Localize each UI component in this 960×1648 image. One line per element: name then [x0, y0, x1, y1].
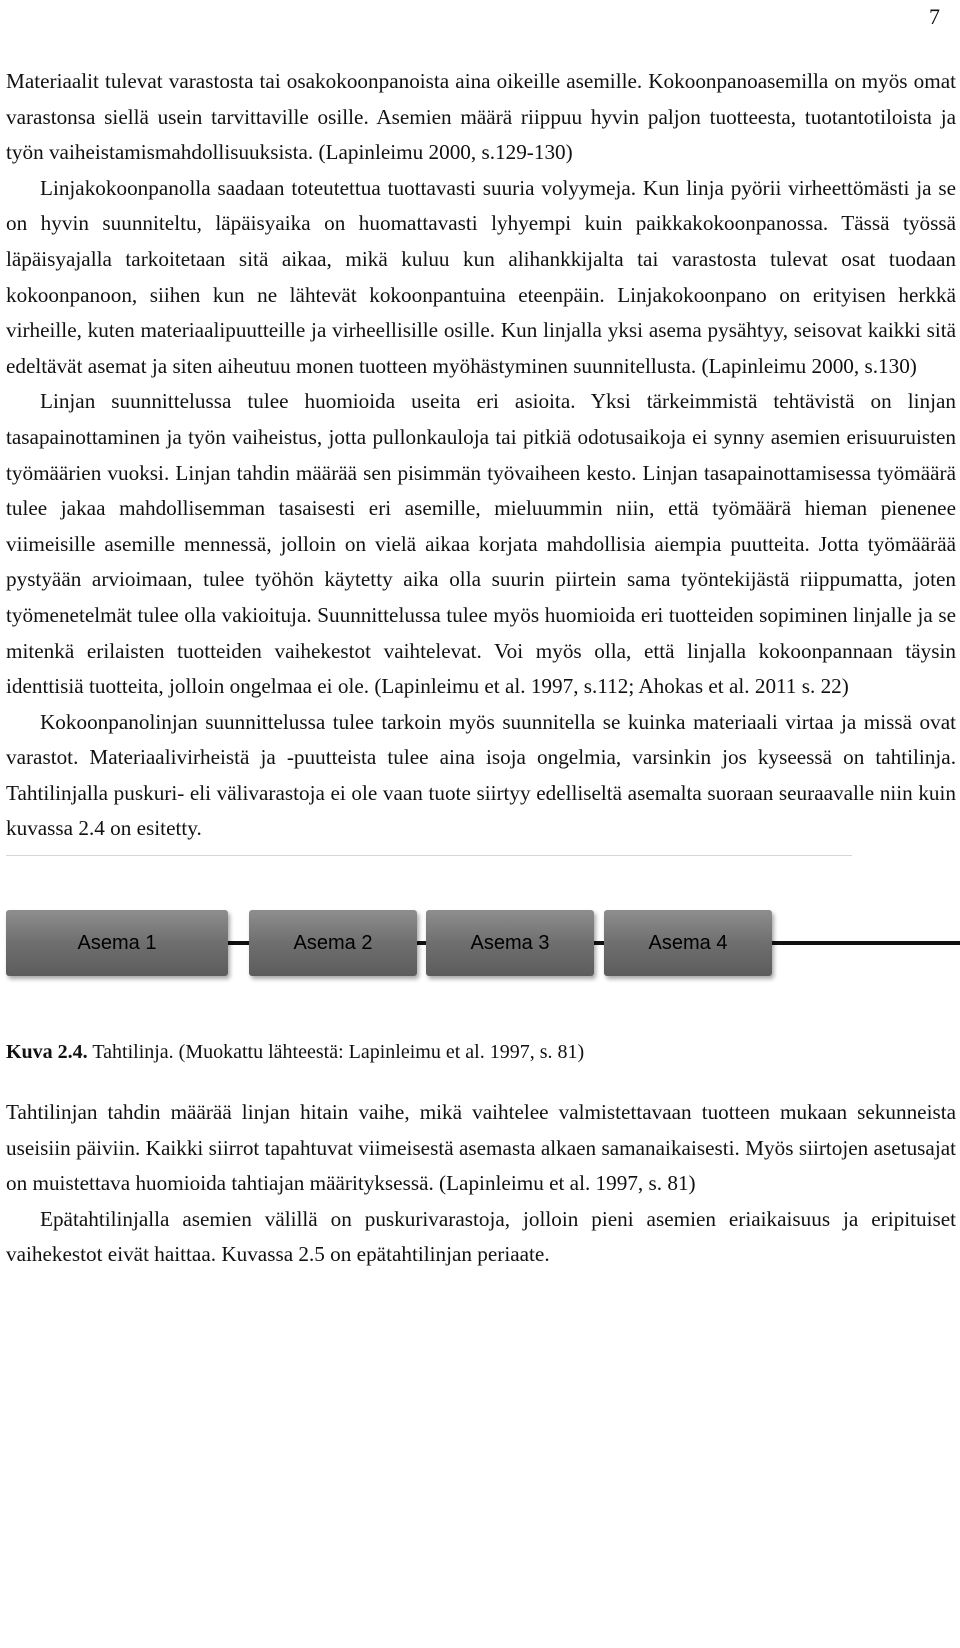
caption-label: Kuva 2.4. — [6, 1041, 88, 1064]
station-label: Asema 2 — [293, 931, 373, 954]
paragraph-3: Linjan suunnittelussa tulee huomioida useita eri asioita. Yksi tärkeimmistä tehtävistä on linjan tasapainottaminen ja työn vaiheistus, jotta pullonkauloja tai pitkiä odotusaikoja ei synny asemien erisuuruisten työmäärien vuoksi. Linjan tahdin määrää sen pisimmän työvaiheen kesto. Linjan tasapainottamisessa työmäärä tulee jakaa mahdollisemman tasaisesti eri asemille, mieluummin niin, että työmäärä hieman pienenee viimeisille asemille mennessä, jolloin on vielä aikaa korjata mahdollisia aiempia puutteita. Jotta työmäärää pystyään arvioimaan, tulee työhön käytetty aika olla suurin piirtein sama työntekijästä riippumatta, joten työmenetelmät tulee olla vakioituja. Suunnittelussa tulee myös huomioida eri tuotteiden sopiminen linjalle ja se mitenkä erilaisten tuotteiden vaihekestot vaihtelevat. Voi myös olla, että linjalla kokoonpannaan täysin identtisiä tuotteita, jolloin ongelmaa ei ole. (Lapinleimu et al. 1997, s.112; Ahokas et al. 2011 s. 22) — [6, 389, 956, 699]
paragraph-2: Linjakokoonpanolla saadaan toteutettua tuottavasti suuria volyymeja. Kun linja pyörii virheettömästi ja se on hyvin suunniteltu, läpäisyaika on huomattavasti lyhyempi kuin paikkakokoonpanossa. Tässä työssä läpäisyajalla tarkoitetaan sitä aikaa, mikä kuluu kun alihankkijalta tai varastosta tulevat osat tuodaan kokoonpanoon, siihen kun ne lähtevät kokoonpantuina eteenpäin. Linjakokoonpano on erityisen herkkä virheille, kuten materiaalipuutteille ja virheellisille osille. Kun linjalla yksi asema pysähtyy, seisovat kaikki sitä edeltävät asemat ja siten aiheutuu monen tuotteen myöhästyminen suunnitellusta. (Lapinleimu 2000, s.130) — [6, 175, 956, 378]
paragraph-4: Kokoonpanolinjan suunnittelussa tulee tarkoin myös suunnitella se kuinka materiaali virtaa ja missä ovat varastot. Materiaalivirheistä ja -puutteista tulee aina isoja ongelmia, varsinkin jos kyseessä on tahtilinja. Tahtilinjalla puskuri- eli välivarastoja ei ole vaan tuote siirtyy edelliseltä asemalta suoraan seuraavalle niin kuin kuvassa 2.4 on esitetty. — [6, 709, 956, 841]
page-number: 7 — [929, 4, 940, 29]
station-label: Asema 1 — [77, 931, 157, 954]
station-2 — [249, 910, 417, 976]
paragraph-1: Materiaalit tulevat varastosta tai osakokoonpanoista aina oikeille asemille. Kokoonpanoasemilla on myös omat varastonsa siellä usein tarvittaville osille. Asemien määrä riippuu hyvin paljon tuotteesta, tuotantotiloista ja työn vaiheistamismahdollisuuksista. (Lapinleimu 2000, s.129-130) — [6, 69, 956, 165]
paragraph-5: Tahtilinjan tahdin määrää linjan hitain vaihe, mikä vaihtelee valmistettavaan tuotteen mukaan sekunneista useisiin päiviin. Kaikki siirrot tapahtuvat viimeisestä asemasta alkaen samanaikaisesti. Myös siirtojen asetusajat on muistettava huomioida tahtiajan määrityksessä. (Lapinleimu et al. 1997, s. 81) — [6, 1100, 956, 1196]
paragraph-6: Epätahtilinjalla asemien välillä on puskurivarastoja, jolloin pieni asemien eriaikaisuus ja eripituiset vaihekestot eivät haittaa. Kuvassa 2.5 on epätahtilinjan periaate. — [6, 1206, 956, 1267]
document-body — [6, 64, 956, 1273]
station-label: Asema 3 — [470, 931, 550, 954]
station-1 — [6, 910, 228, 976]
station-4 — [604, 910, 772, 976]
station-3 — [426, 910, 594, 976]
takt-line-figure — [6, 855, 956, 1005]
station-label: Asema 4 — [648, 931, 728, 954]
figure-caption — [6, 1037, 956, 1067]
caption-text: Tahtilinja. (Muokattu lähteestä: Lapinleimu et al. 1997, s. 81) — [87, 1041, 585, 1064]
figure-top-rule — [6, 855, 852, 856]
